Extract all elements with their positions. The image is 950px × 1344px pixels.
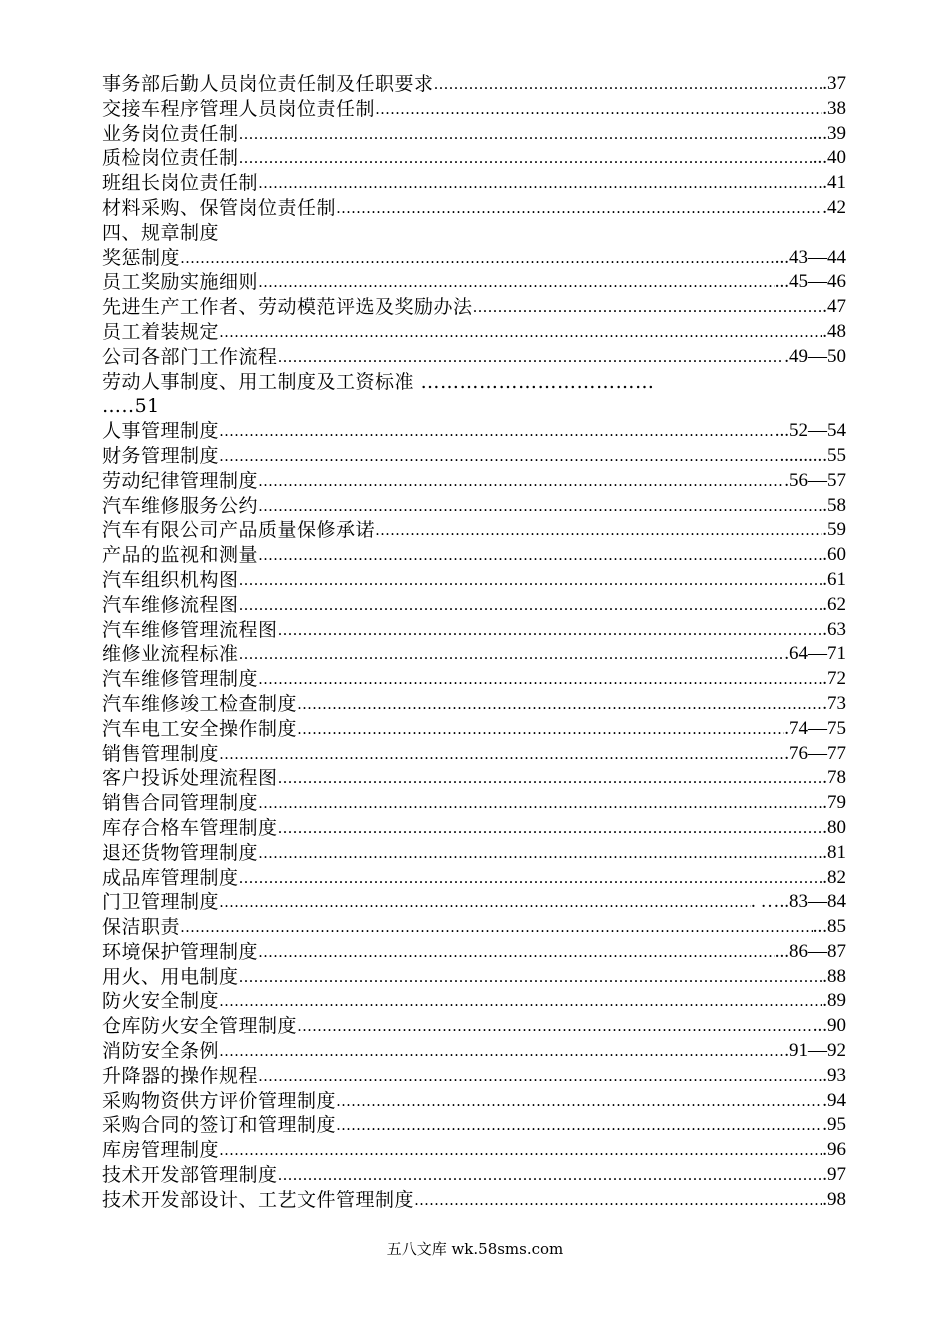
toc-entry-page: .72	[822, 668, 846, 690]
toc-entry-page: .76—77	[784, 742, 846, 764]
toc-entry-title: 先进生产工作者、劳动模范评选及奖励办法	[102, 296, 473, 319]
toc-entry-title: 汽车维修服务公约	[102, 494, 259, 517]
toc-entry-page: .81	[822, 841, 846, 863]
toc-group-responsibilities	[102, 72, 846, 221]
toc-entry-title: 汽车电工安全操作制度	[102, 717, 298, 740]
toc-dot-leader	[239, 866, 823, 891]
toc-entry	[102, 866, 846, 891]
toc-dot-leader	[239, 146, 813, 171]
toc-entry-title: 维修业流程标准	[102, 643, 239, 666]
toc-wrapped-line-1: 劳动人事制度、用工制度及工资标准 ………………………………	[102, 370, 655, 393]
toc-dot-leader	[219, 444, 779, 469]
toc-dot-leader	[278, 345, 785, 370]
toc-entry-title: 保洁职责	[102, 916, 181, 939]
toc-dot-leader	[414, 1188, 822, 1213]
toc-entry-title: 环境保护管理制度	[102, 940, 259, 963]
toc-dot-leader	[219, 742, 784, 767]
toc-entry	[102, 940, 846, 965]
toc-entry	[102, 345, 846, 370]
toc-entry-page: .61	[822, 568, 846, 590]
toc-entry-title: 人事管理制度	[102, 420, 220, 443]
toc-entry	[102, 791, 846, 816]
toc-entry-title: 汽车有限公司产品质量保修承诺	[102, 519, 376, 542]
toc-entry-title: 汽车维修竣工检查制度	[102, 692, 298, 715]
toc-entry	[102, 618, 846, 643]
toc-entry-title: 事务部后勤人员岗位责任制及任职要求	[102, 73, 434, 95]
toc-entry-title: 汽车维修管理制度	[102, 668, 259, 691]
toc-entry-page: ...86—87	[774, 940, 846, 962]
toc-entry	[102, 444, 846, 469]
toc-entry-page: ...43—44	[774, 246, 846, 268]
toc-entry-page: ...52—54	[774, 420, 846, 442]
toc-entry	[102, 593, 846, 618]
toc-entry-title: 销售合同管理制度	[102, 792, 259, 815]
toc-entry-title: 财务管理制度	[102, 444, 220, 467]
toc-dot-leader	[278, 618, 823, 643]
toc-entry	[102, 667, 846, 692]
toc-dot-leader	[239, 593, 823, 618]
toc-entry	[102, 717, 846, 742]
toc-entry-page: .73	[822, 692, 846, 714]
toc-entry	[102, 146, 846, 171]
toc-dot-leader	[258, 543, 822, 568]
toc-entry-page: ...45—46	[774, 271, 846, 293]
toc-entry-page: .64—71	[784, 643, 846, 665]
toc-entry-title: 库房管理制度	[102, 1139, 220, 1162]
toc-entry-page: .97	[822, 1164, 846, 1186]
toc-entry-title: 奖惩制度	[102, 246, 181, 269]
toc-entry-title: 员工奖励实施细则	[102, 271, 259, 294]
toc-entry	[102, 543, 846, 568]
toc-entry-page: ...85	[812, 916, 846, 938]
toc-entry-page: .41	[822, 172, 846, 194]
toc-dot-leader	[219, 419, 775, 444]
toc-entry-title: 班组长岗位责任制	[102, 172, 259, 195]
toc-entry-title: 劳动纪律管理制度	[102, 469, 259, 492]
toc-entry	[102, 72, 846, 97]
toc-dot-leader	[258, 469, 784, 494]
toc-entry-title: 汽车组织机构图	[102, 568, 239, 591]
toc-entry-page: .79	[822, 792, 846, 814]
toc-entry-title: 销售管理制度	[102, 742, 220, 765]
toc-entry-title: 退还货物管理制度	[102, 841, 259, 864]
toc-entry	[102, 568, 846, 593]
toc-entry-page: .78	[822, 767, 846, 789]
toc-entry-page: .47	[822, 296, 846, 318]
toc-dot-leader	[180, 915, 813, 940]
toc-dot-leader	[239, 642, 785, 667]
toc-dot-leader	[258, 667, 822, 692]
toc-dot-leader	[336, 1113, 822, 1138]
toc-dot-leader	[278, 766, 823, 791]
toc-entry-page: .91—92	[784, 1040, 846, 1062]
toc-entry	[102, 742, 846, 767]
toc-dot-leader	[297, 717, 784, 742]
toc-entry	[102, 196, 846, 221]
toc-entry-page: .63	[822, 618, 846, 640]
toc-entry-title: 成品库管理制度	[102, 866, 239, 889]
toc-dot-leader	[297, 692, 822, 717]
toc-dot-leader	[239, 568, 823, 593]
toc-entry	[102, 915, 846, 940]
toc-entry	[102, 295, 846, 320]
toc-entry-page: .42	[822, 196, 846, 218]
toc-entry	[102, 1138, 846, 1163]
toc-entry	[102, 766, 846, 791]
toc-entry	[102, 97, 846, 122]
toc-dot-leader	[219, 989, 822, 1014]
toc-dot-leader	[239, 122, 813, 147]
toc-dot-leader	[297, 1014, 813, 1039]
toc-entry-title: 采购合同的签订和管理制度	[102, 1114, 337, 1137]
toc-entry-title: 汽车维修流程图	[102, 593, 239, 616]
toc-entry-title: 材料采购、保管岗位责任制	[102, 196, 337, 219]
toc-group-rules-2	[102, 419, 846, 1213]
toc-entry	[102, 989, 846, 1014]
toc-entry-page: .48	[822, 320, 846, 342]
toc-dot-leader	[473, 295, 823, 320]
toc-dot-leader	[219, 1138, 822, 1163]
toc-dot-leader	[336, 196, 822, 221]
toc-entry-title: 技术开发部设计、工艺文件管理制度	[102, 1188, 415, 1211]
toc-entry	[102, 270, 846, 295]
toc-entry	[102, 816, 846, 841]
toc-entry-page: .74—75	[784, 717, 846, 739]
toc-dot-leader	[258, 940, 775, 965]
toc-entry	[102, 890, 846, 915]
toc-dot-leader	[180, 246, 775, 271]
toc-entry-title: 采购物资供方评价管理制度	[102, 1089, 337, 1112]
toc-dot-leader	[258, 270, 775, 295]
toc-dot-leader	[258, 171, 822, 196]
toc-entry	[102, 171, 846, 196]
page-footer: 五八文库 wk.58sms.com	[386, 1240, 564, 1258]
toc-entry	[102, 469, 846, 494]
toc-entry	[102, 1163, 846, 1188]
toc-entry	[102, 122, 846, 147]
toc-entry-title: 用火、用电制度	[102, 965, 239, 988]
toc-entry	[102, 246, 846, 271]
toc-entry	[102, 1064, 846, 1089]
toc-dot-leader	[336, 1089, 822, 1114]
toc-entry	[102, 692, 846, 717]
toc-dot-leader	[278, 1163, 823, 1188]
toc-dot-leader	[375, 518, 822, 543]
toc-entry	[102, 494, 846, 519]
toc-dot-leader	[258, 494, 822, 519]
toc-dot-leader	[219, 890, 751, 915]
toc-wrapped-entry	[102, 370, 846, 420]
toc-entry-title: 汽车维修管理流程图	[102, 618, 278, 641]
section-heading: 四、规章制度	[102, 221, 220, 244]
toc-entry	[102, 320, 846, 345]
toc-entry-page: .49—50	[784, 345, 846, 367]
toc-entry-page: .96	[822, 1139, 846, 1161]
toc-entry-title: 质检岗位责任制	[102, 147, 239, 170]
toc-entry-page: ..........55	[779, 444, 846, 466]
toc-entry-page: .80	[822, 816, 846, 838]
toc-entry-title: 公司各部门工作流程	[102, 345, 278, 368]
toc-dot-leader	[219, 320, 822, 345]
toc-entry	[102, 1113, 846, 1138]
toc-entry-page: .93	[822, 1064, 846, 1086]
toc-entry	[102, 965, 846, 990]
toc-dot-leader	[258, 841, 822, 866]
toc-entry-title: 库存合格车管理制度	[102, 816, 278, 839]
toc-entry-page: .82	[822, 866, 846, 888]
toc-dot-leader	[278, 816, 823, 841]
toc-entry-title: 客户投诉处理流程图	[102, 767, 278, 790]
toc-entry-page: ...90	[812, 1015, 846, 1037]
toc-dot-leader	[434, 72, 823, 97]
toc-entry	[102, 518, 846, 543]
toc-entry	[102, 419, 846, 444]
toc-entry	[102, 1039, 846, 1064]
toc-entry	[102, 1089, 846, 1114]
toc-entry-title: 员工着装规定	[102, 320, 220, 343]
toc-entry-title: 业务岗位责任制	[102, 122, 239, 145]
toc-entry-title: 防火安全制度	[102, 990, 220, 1013]
toc-entry-page: .89	[822, 990, 846, 1012]
toc-entry-title: 产品的监视和测量	[102, 544, 259, 567]
toc-entry-title: 交接车程序管理人员岗位责任制	[102, 97, 376, 120]
toc-entry-title: 消防安全条例	[102, 1040, 220, 1063]
toc-entry-page: .58	[822, 494, 846, 516]
toc-entry	[102, 1188, 846, 1213]
toc-entry	[102, 1014, 846, 1039]
toc-entry-page: . …..83—84	[751, 891, 846, 913]
toc-entry-title: 门卫管理制度	[102, 891, 220, 914]
toc-entry-title: 仓库防火安全管理制度	[102, 1015, 298, 1038]
table-of-contents	[102, 72, 846, 1213]
toc-entry-page: .56—57	[784, 469, 846, 491]
toc-dot-leader	[258, 1064, 822, 1089]
toc-entry-page: .60	[822, 544, 846, 566]
toc-entry-title: 技术开发部管理制度	[102, 1164, 278, 1187]
toc-dot-leader	[375, 97, 822, 122]
toc-dot-leader	[219, 1039, 784, 1064]
toc-dot-leader	[258, 791, 822, 816]
toc-entry-page: .62	[822, 593, 846, 615]
toc-entry-page: .59	[822, 519, 846, 541]
toc-entry-page: .95	[822, 1114, 846, 1136]
toc-entry-page: .37	[822, 73, 846, 94]
toc-entry-page: .98	[822, 1188, 846, 1210]
toc-dot-leader	[239, 965, 823, 990]
toc-entry-title: 升降器的操作规程	[102, 1064, 259, 1087]
toc-entry	[102, 841, 846, 866]
toc-entry-page: .94	[822, 1089, 846, 1111]
toc-wrapped-line-2: …..51	[102, 395, 160, 418]
toc-entry-page: .88	[822, 965, 846, 987]
toc-entry	[102, 642, 846, 667]
toc-group-rules-1	[102, 246, 846, 370]
toc-entry-page: ...40	[812, 147, 846, 169]
toc-entry-page: ...39	[812, 122, 846, 144]
toc-entry-page: .38	[822, 97, 846, 119]
